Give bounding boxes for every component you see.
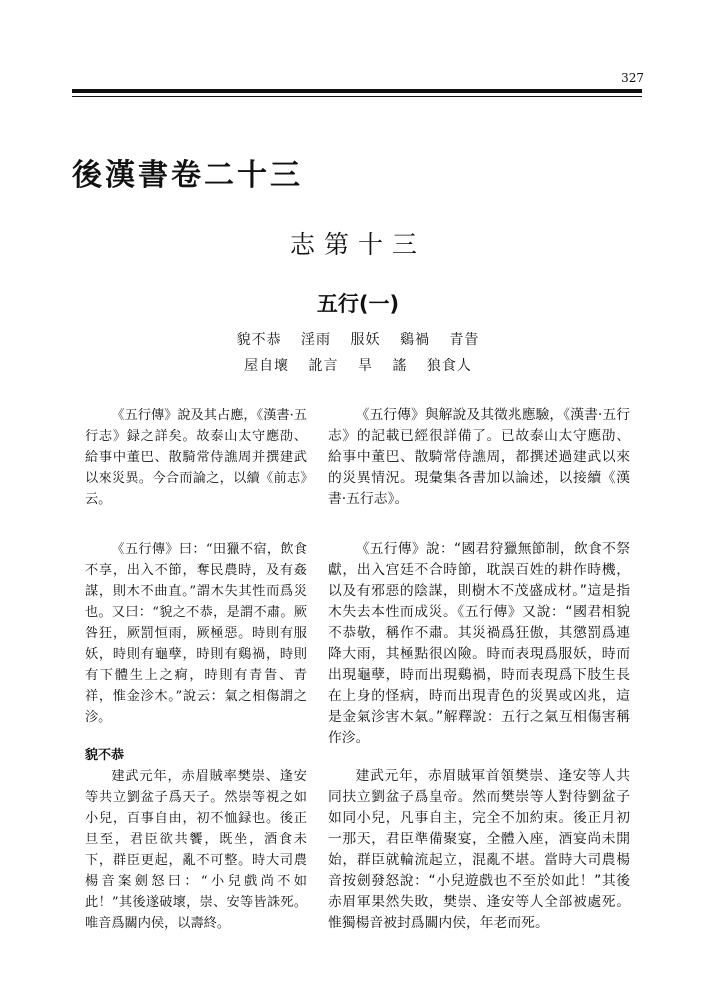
topic-item: 服妖 bbox=[350, 332, 381, 348]
topic-item: 謠 bbox=[392, 358, 408, 374]
topic-list-line-2 bbox=[0, 355, 716, 375]
topic-item: 訛言 bbox=[308, 358, 339, 374]
topic-item: 旱 bbox=[358, 358, 373, 374]
topic-item: 淫雨 bbox=[301, 332, 332, 348]
page-number: 327 bbox=[621, 71, 644, 85]
section-title: 五行(一) bbox=[316, 292, 400, 316]
classical-text-paragraph-2: 《五行傳》曰：“田獵不宿，飲食不享，出入不節，奪民農時，及有姦謀，則木不曲直。”謂木失其性而爲災也。又曰：“貌之不恭，是謂不肅。厥咎狂，厥罰恒雨，厥極惡。時則有服妖，時則有龜孽，時則有鷄禍，時則有下體生上之痾，時則有青眚、青祥，惟金沴木。”說云：氣之相傷謂之沴。 bbox=[85, 542, 307, 725]
topic-item: 青眚 bbox=[449, 332, 480, 348]
header-rule-thick bbox=[72, 89, 642, 93]
translation-paragraph-1: 《五行傳》與解說及其徵兆應驗，《漢書·五行志》的記載已經很詳備了。已故泰山太守應劭、給事中董巴、散騎常侍譙周，都撰述過建武以來的災異情況。現彙集各書加以論述，以接續《漢書·五行志》。 bbox=[328, 407, 630, 507]
topic-item: 屋自壞 bbox=[244, 358, 290, 374]
topic-list-line-1 bbox=[0, 329, 716, 349]
topic-item: 貌不恭 bbox=[236, 332, 282, 348]
classical-text-paragraph-3: 建武元年，赤眉賊率樊崇、逢安等共立劉盆子爲天子。然崇等視之如小兒，百事自由，初不恤録也。後正旦至，君臣欲共饗，既坐，酒食未下，群臣更起，亂不可整。時大司農楊音案劍怒曰：“小兒戲尚不如此！”其後遂破壞，崇、安等皆誅死。唯音爲關内侯，以壽終。 bbox=[85, 769, 307, 931]
classical-text-paragraph-1: 《五行傳》說及其占應，《漢書·五行志》録之詳矣。故泰山太守應劭、給事中董巴、散騎常侍譙周并撰建武以來災異。今合而論之，以續《前志》云。 bbox=[85, 408, 307, 507]
translation-paragraph-3: 建武元年，赤眉賊軍首領樊崇、逢安等人共同扶立劉盆子爲皇帝。然而樊崇等人對待劉盆子如同小兒，凡事自主，完全不加約束。後正月初一那天，君臣準備聚宴，全體入座，酒宴尚未開始，群臣就輪流起立，混亂不堪。當時大司農楊音按劍發怒說：“小兒遊戲也不至於如此！”其後赤眉軍果然失敗，樊崇、逢安等人全部被處死。惟獨楊音被封爲關内侯，年老而死。 bbox=[328, 768, 630, 931]
topic-item: 鷄禍 bbox=[399, 332, 430, 348]
book-title: 後漢書卷二十三 bbox=[72, 158, 303, 193]
topic-item: 狼食人 bbox=[426, 358, 472, 374]
chapter-title: 志第十三 bbox=[289, 230, 426, 259]
header-rule-thin bbox=[72, 96, 642, 97]
subsection-heading: 貌不恭 bbox=[85, 748, 125, 763]
translation-paragraph-2: 《五行傳》說：“國君狩獵無節制，飲食不祭獻，出入宫廷不合時節，耽誤百姓的耕作時機，以及有邪惡的陰謀，則樹木不茂盛成材。”這是指木失去本性而成災。《五行傳》又說：“國君相貌不恭敬，稱作不肅。其災禍爲狂傲，其懲罰爲連降大雨，其極點很凶險。時而表現爲服妖，時而出現龜孽，時而出現鷄禍，時而表現爲下肢生長在上身的怪病，時而出現青色的災異或凶兆，這是金氣沴害木氣。”解釋說：五行之氣互相傷害稱作沴。 bbox=[328, 541, 630, 746]
